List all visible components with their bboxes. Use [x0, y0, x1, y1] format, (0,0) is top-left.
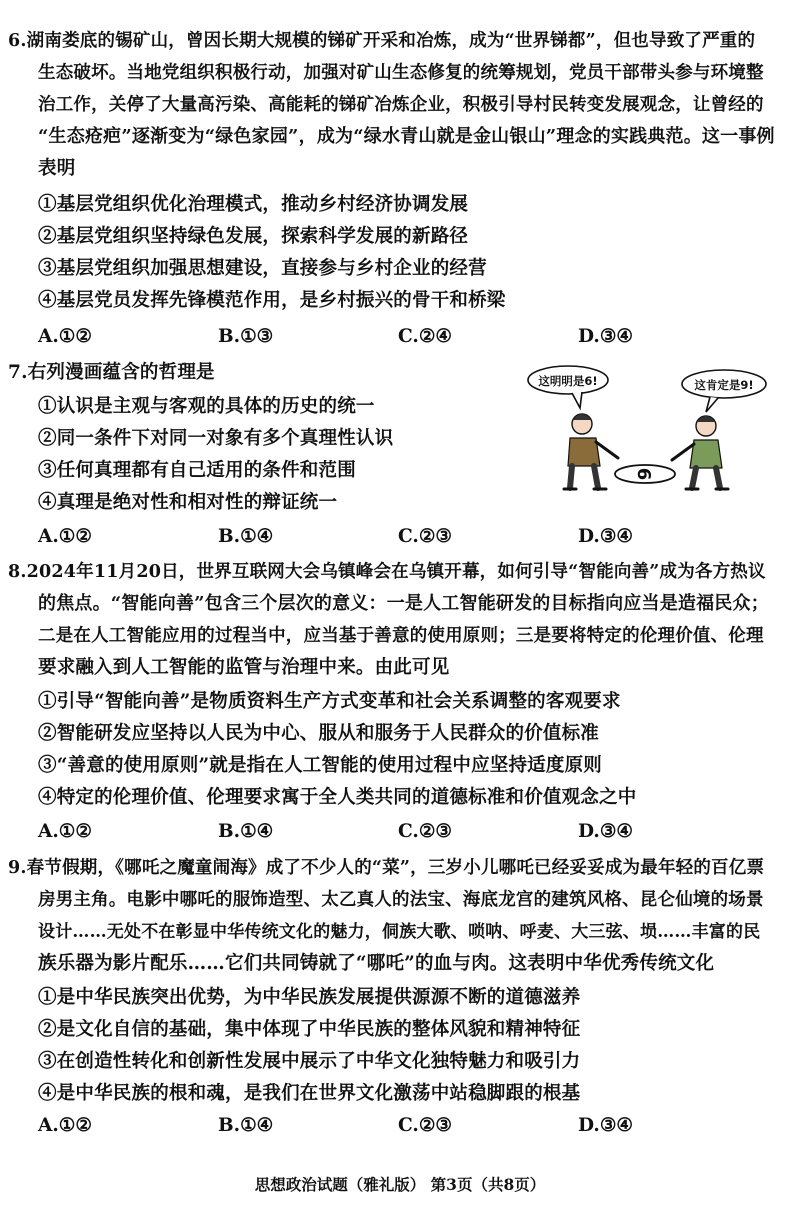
q8-stem-line-2: 的焦点。“智能向善”包含三个层次的意义：一是人工智能研发的目标指向应当是造福民众； [38, 593, 769, 614]
bubble-right-text: 这肯定是9! [694, 378, 754, 392]
q6-stem-line-1: 6.湖南娄底的锡矿山，曾因长期大规模的锑矿开采和冶炼，成为“世界锑都”，但也导致了严重的 [8, 31, 756, 51]
q9-option-1: ①是中华民族突出优势，为中华民族发展提供源源不断的道德滋养 [38, 987, 581, 1008]
q6-choice-a: A.①② [38, 326, 92, 347]
q6-option-4: ④基层党员发挥先锋模范作用，是乡村振兴的骨干和桥梁 [38, 290, 506, 311]
q8-option-4: ④特定的伦理价值、伦理要求寓于全人类共同的道德标准和价值观念之中 [38, 787, 637, 808]
q7-choice-d: D.③④ [578, 526, 633, 547]
q7-option-2: ②同一条件下对同一对象有多个真理性认识 [38, 428, 394, 449]
q8-choice-c: C.②③ [398, 821, 453, 842]
page-footer: 思想政治试题（雅礼版） 第3页（共8页） [254, 1175, 546, 1194]
q7-option-4: ④真理是绝对性和相对性的辩证统一 [38, 492, 338, 513]
q9-stem-line-1: 9.春节假期，《哪吒之魔童闹海》成了不少人的“菜”，三岁小儿哪吒已经妥妥成为最年轻的百亿票 [8, 858, 765, 878]
q6-choice-d: D.③④ [578, 326, 633, 347]
q9-stem-line-3: 设计……无处不在彰显中华传统文化的魅力，侗族大歌、唢呐、呼麦、大三弦、埙……丰富的民 [38, 922, 761, 942]
q7-cartoon-illustration [520, 362, 782, 494]
q7-choice-c: C.②③ [398, 526, 453, 547]
q8-option-1: ①引导“智能向善”是物质资料生产方式变革和社会关系调整的客观要求 [38, 691, 621, 712]
q6-option-2: ②基层党组织坚持绿色发展，探索科学发展的新路径 [38, 226, 469, 247]
q9-option-3: ③在创造性转化和创新性发展中展示了中华文化独特魅力和吸引力 [38, 1051, 581, 1072]
q9-option-4: ④是中华民族的根和魂，是我们在世界文化激荡中站稳脚跟的根基 [38, 1083, 581, 1104]
q8-choice-d: D.③④ [578, 821, 633, 842]
ground-digit-marker [615, 465, 675, 483]
q6-stem-line-3: 治工作，关停了大量高污染、高能耗的锑矿冶炼企业，积极引导村民转变发展观念，让曾经的 [38, 95, 764, 115]
q9-choice-b: B.①④ [218, 1115, 274, 1136]
q6-stem-line-4: “生态疮疤”逐渐变为“绿色家园”，成为“绿水青山就是金山银山”理念的实践典范。这一事例 [38, 126, 775, 147]
q9-choice-d: D.③④ [578, 1115, 633, 1136]
q9-stem-line-4: 族乐器为影片配乐……它们共同铸就了“哪吒”的血与肉。这表明中华优秀传统文化 [38, 953, 715, 974]
q7-option-1: ①认识是主观与客观的具体的历史的统一 [38, 396, 375, 417]
q6-stem-line-5: 表明 [38, 158, 76, 179]
speech-bubble-right [682, 370, 766, 412]
q6-stem-line-2: 生态破坏。当地党组织积极行动，加强对矿山生态修复的统筹规划，党员干部带头参与环境整 [38, 63, 764, 83]
q9-choice-a: A.①② [38, 1115, 92, 1136]
q7-choice-b: B.①④ [218, 526, 274, 547]
q7-option-3: ③任何真理都有自己适用的条件和范围 [38, 460, 356, 481]
q8-choice-a: A.①② [38, 821, 92, 842]
bubble-left-text: 这明明是6! [538, 374, 598, 388]
q6-option-3: ③基层党组织加强思想建设，直接参与乡村企业的经营 [38, 258, 487, 279]
q8-stem-line-3: 二是在人工智能应用的过程当中，应当基于善意的使用原则；三是要将特定的伦理价值、伦理 [38, 626, 764, 646]
speech-bubble-left [528, 366, 608, 408]
q9-stem-line-2: 房男主角。电影中哪吒的服饰造型、太乙真人的法宝、海底龙宫的建筑风格、昆仑仙境的场景 [38, 890, 764, 910]
q8-choice-b: B.①④ [218, 821, 274, 842]
q6-choice-c: C.②④ [398, 326, 453, 347]
q7-choice-a: A.①② [38, 526, 92, 547]
q8-stem-line-4: 要求融入到人工智能的监管与治理中来。由此可见 [38, 657, 450, 678]
q8-option-3: ③“善意的使用原则”就是指在人工智能的使用过程中应坚持适度原则 [38, 755, 602, 776]
q6-option-1: ①基层党组织优化治理模式，推动乡村经济协调发展 [38, 194, 469, 215]
left-person-figure [564, 414, 618, 489]
right-person-figure [672, 416, 728, 489]
q8-option-2: ②智能研发应坚持以人民为中心、服从和服务于人民群众的价值标准 [38, 723, 600, 744]
q7-stem: 7.右列漫画蕴含的哲理是 [8, 362, 215, 383]
q9-option-2: ②是文化自信的基础，集中体现了中华民族的整体风貌和精神特征 [38, 1019, 581, 1040]
q9-choice-c: C.②③ [398, 1115, 453, 1136]
q8-stem-line-1: 8.2024年11月20日，世界互联网大会乌镇峰会在乌镇开幕，如何引导“智能向善”成为各方热议 [8, 562, 766, 582]
q6-choice-b: B.①③ [218, 326, 274, 347]
ground-digit-text: 6 [633, 467, 654, 481]
